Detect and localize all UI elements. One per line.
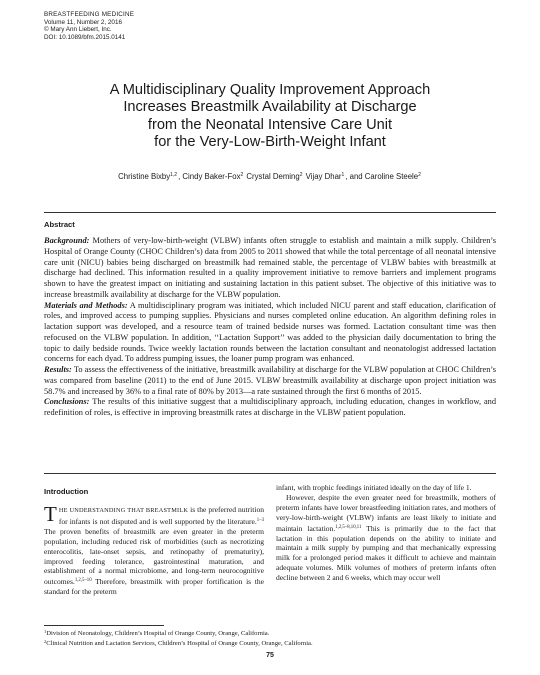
footnote-rule bbox=[44, 625, 164, 626]
footnote bbox=[44, 628, 496, 638]
article-title bbox=[40, 82, 500, 152]
background-label: Background: bbox=[44, 236, 90, 245]
title-line: from the Neonatal Intensive Care Unit bbox=[147, 116, 393, 133]
journal-volume: Volume 11, Number 2, 2016 bbox=[44, 18, 122, 26]
intro-paragraph-1-continued: infant, with trophic feedings initiated ideally on the day of life 1. bbox=[276, 483, 472, 492]
citation: 1–3 bbox=[256, 517, 264, 523]
intro-text: The proven benefits of breastmilk are even greater in the preterm population, including reduced risk of morbidities (such as necrotizing enterocolitis, late-onset sepsis, and retinopathy of prematurity), improved feeding tolerance, gastrointestinal maturation, and establishment of a normal microbiome, and long-term neurocognitive outcomes. bbox=[44, 526, 264, 587]
page-number: 75 bbox=[266, 652, 274, 659]
author-name: Caroline Steele bbox=[364, 172, 419, 181]
abstract-heading: Abstract bbox=[44, 220, 75, 229]
title-line: for the Very-Low-Birth-Weight Infant bbox=[154, 134, 386, 151]
author-affiliation: 1,2 bbox=[170, 172, 178, 178]
conclusions-label: Conclusions: bbox=[44, 397, 90, 407]
footnote-text: Clinical Nutrition and Lactation Services, Children’s Hospital of Orange County, Orange, California. bbox=[46, 640, 313, 647]
author-separator: , bbox=[178, 172, 183, 181]
intro-text: is the preferred nutrition for infants is not disputed and is well supported by the literature. bbox=[58, 505, 264, 526]
intro-paragraph-2 bbox=[276, 493, 496, 583]
author-list bbox=[40, 172, 500, 181]
intro-text: Therefore, breastmilk with proper fortification is the standard for the preterm bbox=[44, 577, 264, 597]
journal-name: BREASTFEEDING MEDICINE bbox=[44, 11, 135, 18]
abstract-conclusions bbox=[44, 397, 496, 419]
author-affiliation: 2 bbox=[240, 172, 244, 178]
background-text: Mothers of very-low-birth-weight (VLBW) infants often struggle to establish and maintain a milk supply. Children’s Hospital of Orange County (CHOC Children’s) data from 2005 to 2011 showed that while the total percentage of all neonatal intensive care unit (NICU) babies being discharged on breastmilk had remained stable, the percentage of VLBW babies with breastmilk at discharge had declined. This information resulted in a quality improvement initiative to remove barriers and implement programs shown to have the greatest impact on initiating and sustaining lactation in this patient subset. The objective of this initiative was to increase breastmilk availability at discharge for the VLBW population. bbox=[44, 236, 496, 299]
author-separator: , and bbox=[345, 172, 365, 181]
abstract-body bbox=[44, 236, 496, 419]
introduction-heading: Introduction bbox=[44, 487, 89, 496]
drop-cap: T bbox=[44, 502, 57, 526]
methods-label: Materials and Methods: bbox=[44, 300, 128, 310]
intro-text: This is primarily due to the fact that lactation in this population depends on the ability to initiate and maintain a milk supply by pumping and that mechanically expressing milk for a prolonged period makes it difficult to achieve and maintain adequate volumes. Milk volumes of mothers of preterm infants often decline between 2 and 6 weeks, which may occur well bbox=[276, 523, 496, 583]
intro-text: However, despite the even greater need for breastmilk, mothers of preterm infants have lower breastfeeding initiation rates, and mothers of very-low-birth-weight (VLBW) infants are least likely to initiate and maintain lactation. bbox=[276, 492, 496, 533]
footnotes bbox=[44, 628, 496, 648]
results-label: Results: bbox=[44, 365, 72, 374]
intro-smallcaps: HE UNDERSTANDING THAT BREASTMILK bbox=[58, 507, 189, 514]
results-text: To assess the effectiveness of the initiative, breastmilk availability at discharge for the VLBW population at CHOC Children’s was compared from baseline (2011) to the end of June 2015. VLBW breastmilk availability at discharge upon project initiation was 58.7% and increased by 36% to a final rate of 80% by 2013—a rate sustained through the first 6 months of 2015. bbox=[44, 365, 496, 396]
footnote-number: 2 bbox=[44, 639, 47, 644]
methods-text: A multidisciplinary program was initiated, which included NICU parent and staff education, clarification of roles, and improved access to pumping supplies. Physicians and nurses completed online education. An algorithm defining roles in lactation support was developed, and a resource team of trained bedside nurses was formed. Lactation consultant time was then refocused on the VLBW population. In addition, ‘‘Lactation Support’’ was added to the physician daily documentation to bring the topic to daily bedside rounds. Twice weekly lactation rounds between the lactation consultant and neonatologist addressed lactation concerns for each dyad. To address pumping issues, the loaner pump program was enhanced. bbox=[44, 300, 496, 364]
intro-paragraph-1 bbox=[44, 502, 264, 597]
title-line: A Multidisciplinary Quality Improvement Approach bbox=[109, 82, 431, 98]
abstract-top-rule bbox=[44, 212, 496, 213]
author-name: Cindy Baker-Fox bbox=[182, 172, 241, 181]
copyright-line: © Mary Ann Liebert, Inc. bbox=[44, 26, 112, 34]
footnote-number: 1 bbox=[44, 629, 47, 634]
abstract-results bbox=[44, 365, 496, 397]
author-affiliation: 2 bbox=[418, 172, 421, 178]
footnote bbox=[44, 638, 496, 648]
body-column-left bbox=[44, 502, 264, 597]
citation: 1,2,5–10 bbox=[74, 578, 92, 584]
author-affiliation: 1 bbox=[341, 172, 345, 178]
author-name: Christine Bixby bbox=[118, 172, 171, 181]
body-column-right bbox=[276, 483, 496, 583]
author-name: Crystal Deming bbox=[246, 172, 300, 181]
journal-header bbox=[44, 11, 344, 41]
abstract-methods bbox=[44, 301, 496, 366]
author-name: Vijay Dhar bbox=[305, 172, 342, 181]
author-affiliation: 2 bbox=[299, 172, 303, 178]
conclusions-text: The results of this initiative suggest that a multidisciplinary approach, including education, changes in workflow, and redefinition of roles, is effective in improving breastmilk rates at discharge in the VLBW patient population. bbox=[44, 397, 497, 417]
abstract-background bbox=[44, 236, 496, 301]
doi-line: DOI: 10.1089/bfm.2015.0141 bbox=[44, 33, 126, 41]
citation: 1,2,5–8,10,11 bbox=[335, 524, 362, 530]
abstract-bottom-rule bbox=[44, 473, 496, 474]
title-line: Increases Breastmilk Availability at Discharge bbox=[123, 99, 417, 116]
footnote-text: Division of Neonatology, Children’s Hospital of Orange County, Orange, California. bbox=[46, 630, 270, 637]
